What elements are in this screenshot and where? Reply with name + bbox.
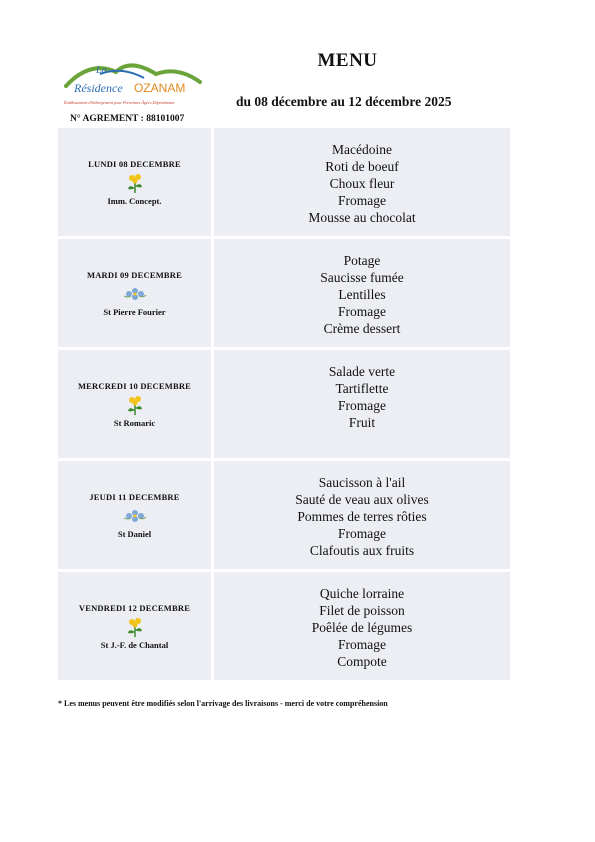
- dish: Roti de boeuf: [325, 159, 399, 174]
- dish: Saucisson à l'ail: [318, 475, 406, 490]
- dish: Poêlée de légumes: [311, 620, 413, 635]
- dish: Fromage: [338, 398, 386, 413]
- dishes-cell: [214, 350, 510, 458]
- menu-title: MENU: [317, 50, 378, 71]
- day-name: MARDI 09 DECEMBRE: [86, 269, 182, 280]
- dish: Fromage: [338, 193, 386, 208]
- day-cell: [58, 461, 211, 569]
- logo-residence: Résidence: [74, 81, 123, 95]
- day-name: MERCREDI 10 DECEMBRE: [77, 380, 192, 391]
- dish: Fromage: [338, 304, 386, 319]
- agrement-number: N° AGREMENT : 88101007: [70, 114, 185, 124]
- saint-of-day: Imm. Concept.: [107, 195, 162, 206]
- yellow-flower-icon: [122, 394, 148, 416]
- dish: Tartiflette: [335, 381, 389, 396]
- dishes-cell: [214, 461, 510, 569]
- dishes-cell: [214, 128, 510, 236]
- logo-ozanam: OZANAM: [134, 81, 186, 95]
- blue-flower-icon: [122, 283, 148, 305]
- dish: Fromage: [338, 526, 386, 541]
- dish: Choux fleur: [329, 176, 395, 191]
- day-row-tuesday: [58, 239, 510, 347]
- dish: Potage: [343, 253, 381, 268]
- yellow-flower-icon: [122, 616, 148, 638]
- day-name: VENDREDI 12 DECEMBRE: [78, 602, 191, 613]
- day-row-wednesday: [58, 350, 510, 458]
- yellow-flower-icon: [122, 172, 148, 194]
- menu-period: du 08 décembre au 12 décembre 2025: [236, 94, 452, 109]
- day-name: JEUDI 11 DECEMBRE: [89, 491, 180, 502]
- menu-table: [58, 128, 510, 683]
- dish: Fruit: [348, 415, 376, 430]
- saint-of-day: St Romaric: [113, 417, 156, 428]
- dish: Macédoine: [332, 142, 392, 157]
- dish: Salade verte: [328, 364, 396, 379]
- dish: Filet de poisson: [319, 603, 405, 618]
- dish: Lentilles: [338, 287, 386, 302]
- dish: Mousse au chocolat: [308, 210, 416, 225]
- day-row-thursday: [58, 461, 510, 569]
- day-name: LUNDI 08 DECEMBRE: [88, 158, 181, 169]
- dish: Sauté de veau aux olives: [295, 492, 429, 507]
- saint-of-day: St J.-F. de Chantal: [100, 639, 169, 650]
- logo-la: La: [96, 65, 107, 76]
- day-cell: [58, 350, 211, 458]
- logo-tagline: Établissement d'hébergement pour Personnes Âgées Dépendantes: [64, 100, 175, 105]
- saint-of-day: St Pierre Fourier: [103, 306, 166, 317]
- dishes-cell: [214, 572, 510, 680]
- saint-of-day: St Daniel: [117, 528, 152, 539]
- dish: Compote: [337, 654, 387, 669]
- day-cell: [58, 128, 211, 236]
- dishes-cell: [214, 239, 510, 347]
- dish: Saucisse fumée: [320, 270, 404, 285]
- dish: Quiche lorraine: [319, 586, 405, 601]
- day-cell: [58, 572, 211, 680]
- footnote: * Les menus peuvent être modifiés selon l'arrivage des livraisons - merci de votre compréhension: [58, 699, 388, 708]
- dish: Clafoutis aux fruits: [309, 543, 415, 558]
- blue-flower-icon: [122, 505, 148, 527]
- day-row-monday: [58, 128, 510, 236]
- day-cell: [58, 239, 211, 347]
- dish: Crème dessert: [323, 321, 401, 336]
- dish: Fromage: [338, 637, 386, 652]
- dish: Pommes de terres rôties: [297, 509, 427, 524]
- day-row-friday: [58, 572, 510, 680]
